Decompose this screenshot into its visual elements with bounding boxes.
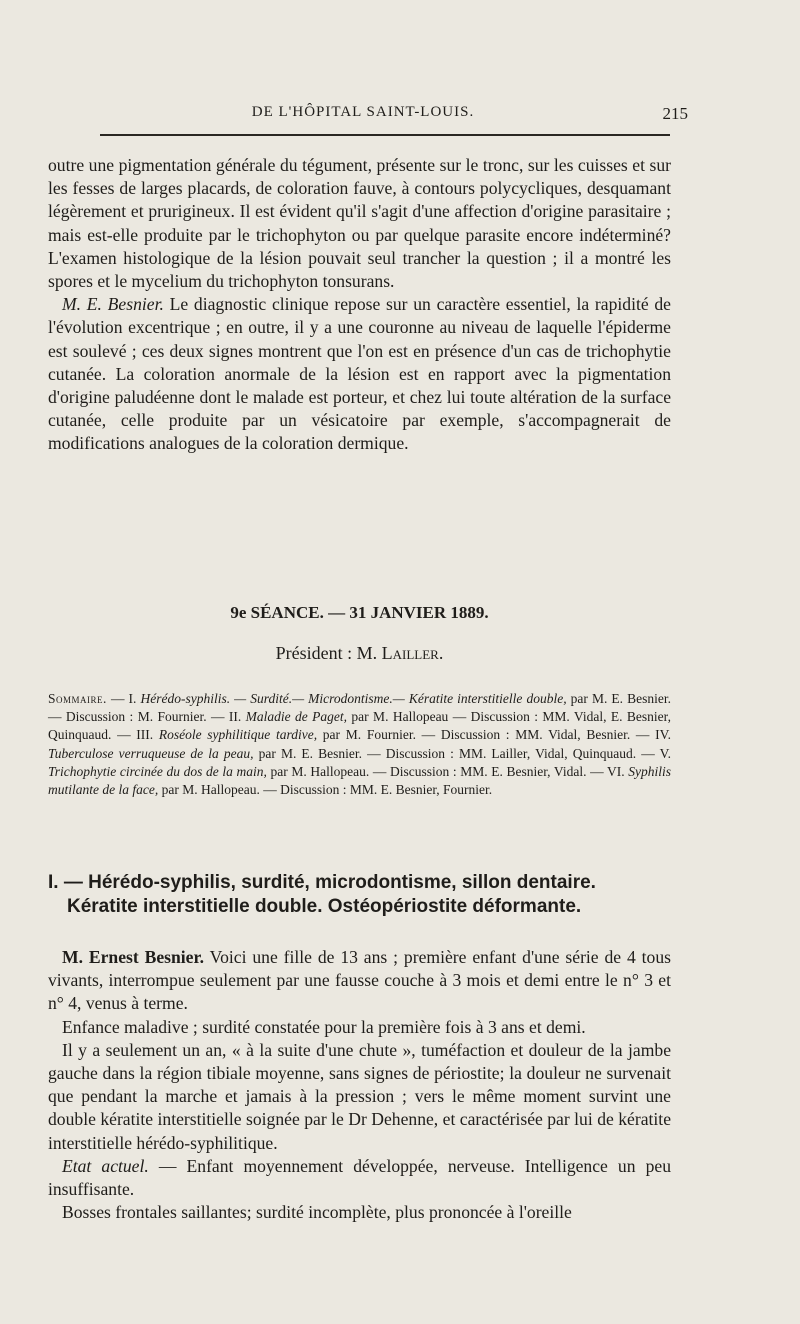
section-title xyxy=(48,871,671,919)
running-title: DE L'HÔPITAL SAINT-LOUIS. xyxy=(251,104,475,120)
intro-paragraph-1: outre une pigmentation générale du tégument, présente sur le tronc, sur les cuisses et sur les fesses de larges placards, de coloration fauve, à contours polycycliques, desquamant légèrement et prurigineux. Il est évident qu'il s'agit d'une affection d'origine parasitaire ; mais est-elle produite par le trichophyton ou par quelque parasite encore indéterminé? L'examen histologique de la lésion pouvait seul trancher la question ; il a montré les spores et le mycelium du trichophyton tonsurans. xyxy=(48,155,671,292)
page-number: 215 xyxy=(662,104,688,123)
speaker-name: M. E. Besnier. xyxy=(62,294,164,315)
case-paragraph-4: Etat actuel. — Enfant moyennement développée, nerveuse. Intelligence un peu insuffisante. xyxy=(48,1155,671,1200)
president-name: Lailler. xyxy=(381,643,444,663)
speaker-name: M. Ernest Besnier. xyxy=(62,947,205,967)
header-rule xyxy=(100,134,670,136)
case-paragraph-5: Bosses frontales saillantes; surdité incomplète, plus prononcée à l'oreille xyxy=(62,1202,572,1223)
case-paragraph-1: M. Ernest Besnier. Voici une fille de 13 ans ; première enfant d'une série de 4 tous vivants, interrompue seulement par une fausse couche à 3 mois et demi entre le n° 3 et n° 4, venus à terme. xyxy=(48,947,671,1014)
section-title-line-1: I. — Hérédo-syphilis, surdité, microdontisme, sillon dentaire. xyxy=(48,872,596,893)
sommaire-label: Sommaire. xyxy=(48,691,107,706)
sommaire: Sommaire. — I. Hérédo-syphilis. — Surdité.— Microdontisme.— Kératite interstitielle double, par M. E. Besnier. — Discussion : M. Fournier. — II. Maladie de Paget, par M. Hallopeau — Discussion : MM. Vidal, E. Besnier, Quinquaud. — III. Roséole syphilitique tardive, par M. Fournier. — Discussion : MM. Vidal, Besnier. — IV. Tuberculose verruqueuse de la peau, par M. E. Besnier. — Discussion : MM. Lailler, Vidal, Quinquaud. — V. Trichophytie circinée du dos de la main, par M. Hallopeau. — Discussion : MM. E. Besnier, Vidal. — VI. Syphilis mutilante de la face, par M. Hallopeau. — Discussion : MM. E. Besnier, Fournier. xyxy=(48,691,672,798)
case-paragraph-2: Enfance maladive ; surdité constatée pour la première fois à 3 ans et demi. xyxy=(62,1016,586,1037)
case-paragraph-3: Il y a seulement un an, « à la suite d'une chute », tuméfaction et douleur de la jambe gauche dans la région tibiale moyenne, sans signes de périostite; la douleur ne survenait que pendant la marche et jamais à la pression ; vers le même moment survint une double kératite interstitielle soignée par le Dr Dehenne, et caractérisée par lui de kératite interstitielle hérédo-syphilitique. xyxy=(48,1039,671,1153)
intro-paragraph-2: M. E. Besnier. Le diagnostic clinique repose sur un caractère essentiel, la rapidité de l'évolution excentrique ; en outre, il y a une couronne au niveau de laquelle l'épiderme est soulevé ; ces deux signes montrent que l'on est en présence d'un cas de trichophytie cutanée. La coloration anormale de la lésion est en rapport avec la pigmentation d'origine paludéenne dont le malade est porteur, et chez lui toute altération de la surface cutanée, celle produite par un vésicatoire par exemple, s'accompagnerait de modifications analogues de la coloration dermique. xyxy=(48,294,671,454)
etat-actuel-label: Etat actuel. xyxy=(62,1155,149,1176)
president-line: Président : M. Lailler. xyxy=(275,643,444,663)
intro-text xyxy=(48,154,671,456)
case-text xyxy=(48,946,671,1224)
section-title-line-2: Kératite interstitielle double. Ostéopériostite déformante. xyxy=(67,896,582,917)
seance-heading: 9e SÉANCE. — 31 JANVIER 1889. xyxy=(230,603,489,622)
